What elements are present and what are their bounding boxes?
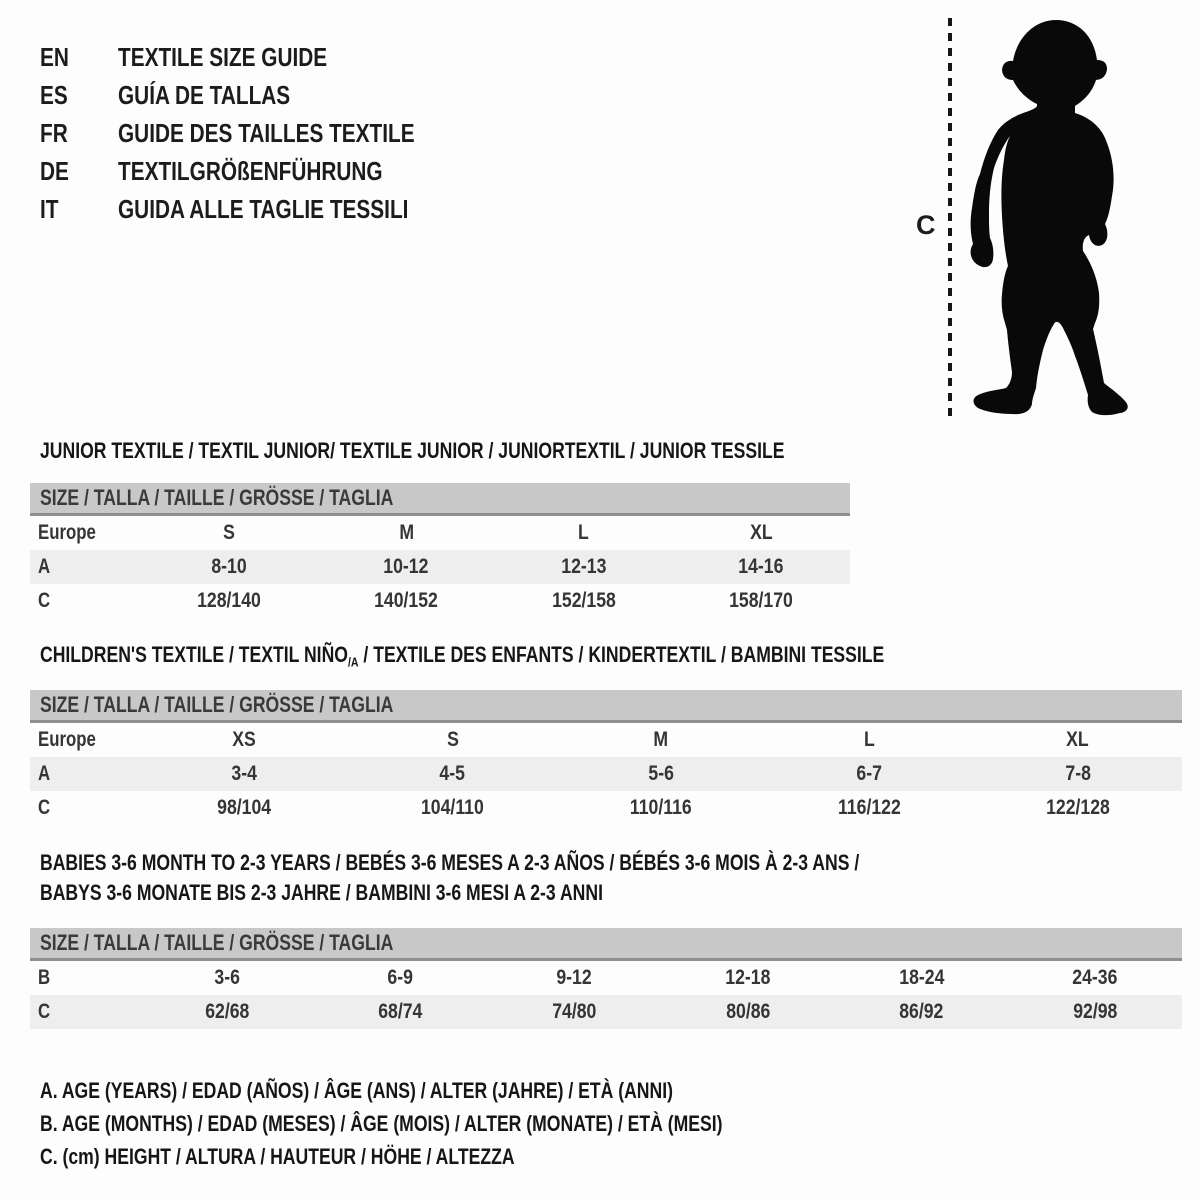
legend-text-a: A. AGE (YEARS) / EDAD (AÑOS) / ÂGE (ANS) / ALTER (JAHRE) / ETÀ (ANNI): [40, 1077, 673, 1103]
size-cell: [314, 966, 488, 990]
size-cell-value: 4-5: [439, 762, 466, 785]
size-cell-value: 116/122: [838, 796, 901, 819]
size-cell: [140, 555, 318, 579]
size-cell-value: 128/140: [196, 589, 261, 612]
size-cell: [140, 521, 318, 545]
size-cell-value: 68/74: [378, 1000, 423, 1023]
size-cell: [348, 796, 556, 820]
size-cell: [318, 555, 496, 579]
size-cell: [348, 762, 556, 786]
size-cell: [140, 728, 348, 752]
size-cell-value: 8-10: [211, 555, 247, 578]
row-label: Europe: [38, 521, 96, 544]
size-cell: [765, 728, 973, 752]
legend-text-c: C. (cm) HEIGHT / ALTURA / HAUTEUR / HÖHE / ALTEZZA: [40, 1143, 515, 1169]
section-title: [40, 848, 859, 908]
size-cell: [1008, 1000, 1182, 1024]
language-code: DE: [40, 155, 69, 186]
size-table-body: [30, 723, 1182, 825]
language-code: IT: [40, 193, 59, 224]
size-header-text: SIZE / TALLA / TAILLE / GRÖSSE / TAGLIA: [40, 930, 394, 955]
size-cell: [318, 589, 496, 613]
size-table-row: [30, 584, 850, 618]
size-cell-value: 14-16: [738, 555, 784, 578]
measurement-legend: [40, 1074, 893, 1173]
row-label: C: [38, 1000, 51, 1023]
row-label: C: [38, 796, 51, 819]
size-cell-value: 24-36: [1072, 966, 1118, 989]
size-cell: [140, 762, 348, 786]
language-row: [40, 76, 489, 114]
size-cell-value: 92/98: [1073, 1000, 1118, 1023]
size-cell-value: M: [398, 521, 414, 544]
size-header-band: [30, 483, 850, 516]
size-cell-value: XS: [232, 728, 256, 751]
size-cell-value: 10-12: [383, 555, 429, 578]
row-label: A: [38, 555, 51, 578]
language-code: ES: [40, 79, 68, 110]
size-table-row: [30, 723, 1182, 757]
size-cell-value: XL: [1066, 728, 1090, 751]
size-cell: [487, 966, 661, 990]
language-code: FR: [40, 117, 68, 148]
size-cell-value: M: [653, 728, 669, 751]
size-cell-value: 86/92: [899, 1000, 944, 1023]
size-cell-value: 152/158: [551, 589, 616, 612]
size-cell-value: 18-24: [898, 966, 945, 989]
section-title-text: JUNIOR TEXTILE / TEXTIL JUNIOR/ TEXTILE JUNIOR / JUNIORTEXTIL / JUNIOR TESSILE: [40, 438, 785, 463]
size-cell-value: S: [446, 728, 459, 751]
size-cell-value: 62/68: [204, 1000, 249, 1023]
size-cell: [974, 728, 1182, 752]
size-cell: [140, 1000, 314, 1024]
row-label: Europe: [38, 728, 96, 751]
size-header-text: SIZE / TALLA / TAILLE / GRÖSSE / TAGLIA: [40, 485, 394, 510]
size-table-row: [30, 961, 1182, 995]
language-label: GUÍA DE TALLAS: [118, 79, 291, 110]
toddler-silhouette: [968, 16, 1134, 420]
legend-text-b: B. AGE (MONTHS) / EDAD (MESES) / ÂGE (MOIS) / ALTER (MONATE) / ETÀ (MESI): [40, 1110, 723, 1136]
size-cell: [140, 796, 348, 820]
size-cell: [557, 728, 765, 752]
language-row: [40, 38, 489, 76]
size-table-row: [30, 791, 1182, 825]
section-title-subscript: /A: [347, 654, 359, 670]
size-table-row: [30, 995, 1182, 1029]
height-measure-dashed-line: [948, 18, 952, 416]
language-row: [40, 152, 489, 190]
size-cell-value: 98/104: [217, 796, 272, 819]
language-list: [40, 38, 489, 228]
height-measure-label: C: [916, 210, 936, 240]
size-cell-value: 3-4: [231, 762, 257, 785]
babies-size-table: [30, 928, 1182, 1029]
size-table-row: [30, 550, 850, 584]
language-label: TEXTILGRÖßENFÜHRUNG: [118, 155, 383, 186]
size-cell-value: 110/116: [630, 796, 692, 819]
junior-size-table: [30, 483, 850, 618]
size-cell: [314, 1000, 488, 1024]
section-title-text: BABYS 3-6 MONATE BIS 2-3 JAHRE / BAMBINI 3-6 MESI A 2-3 ANNI: [40, 880, 603, 905]
size-table-body: [30, 516, 850, 618]
language-label: TEXTILE SIZE GUIDE: [118, 41, 328, 72]
section-title-text: / TEXTILE DES ENFANTS / KINDERTEXTIL / BAMBINI TESSILE: [358, 642, 885, 667]
children-size-table: [30, 690, 1182, 825]
size-cell: [140, 589, 318, 613]
size-cell: [495, 555, 673, 579]
size-cell-value: 104/110: [421, 796, 485, 819]
size-cell: [835, 1000, 1009, 1024]
size-cell-value: 5-6: [648, 762, 674, 785]
language-row: [40, 114, 489, 152]
size-cell-value: S: [222, 521, 235, 544]
size-cell-value: 9-12: [556, 966, 592, 989]
size-cell-value: XL: [749, 521, 773, 544]
size-cell: [673, 521, 851, 545]
size-cell: [974, 796, 1182, 820]
row-label: A: [38, 762, 51, 785]
row-label: B: [38, 966, 51, 989]
size-cell: [318, 521, 496, 545]
size-cell-value: 122/128: [1045, 796, 1110, 819]
language-label: GUIDA ALLE TAGLIE TESSILI: [118, 193, 409, 224]
size-table-row: [30, 516, 850, 550]
legend-line-a: [40, 1074, 893, 1107]
size-table-row: [30, 757, 1182, 791]
size-cell-value: 80/86: [725, 1000, 770, 1023]
size-cell-value: 74/80: [552, 1000, 597, 1023]
size-cell-value: 7-8: [1065, 762, 1091, 785]
size-header-text: SIZE / TALLA / TAILLE / GRÖSSE / TAGLIA: [40, 692, 394, 717]
language-label: GUIDE DES TAILLES TEXTILE: [118, 117, 415, 148]
size-cell-value: 3-6: [214, 966, 240, 989]
size-cell: [673, 555, 851, 579]
size-cell: [487, 1000, 661, 1024]
size-cell-value: L: [864, 728, 875, 751]
size-cell-value: 140/152: [374, 589, 439, 612]
size-cell: [495, 589, 673, 613]
legend-line-c: [40, 1140, 893, 1173]
size-cell: [974, 762, 1182, 786]
row-label: C: [38, 589, 51, 612]
size-cell: [557, 796, 765, 820]
size-cell: [673, 589, 851, 613]
size-cell: [661, 966, 835, 990]
language-code: EN: [40, 41, 69, 72]
size-cell: [495, 521, 673, 545]
size-cell-value: 12-18: [725, 966, 771, 989]
section-title-text: CHILDREN'S TEXTILE / TEXTIL NIÑO: [40, 642, 348, 667]
size-cell: [140, 966, 314, 990]
size-table-body: [30, 961, 1182, 1029]
size-header-band: [30, 690, 1182, 723]
size-cell-value: 158/170: [729, 589, 794, 612]
size-cell: [348, 728, 556, 752]
section-title: [40, 640, 884, 678]
size-header-band: [30, 928, 1182, 961]
size-cell: [765, 762, 973, 786]
legend-line-b: [40, 1107, 893, 1140]
section-title-text: BABIES 3-6 MONTH TO 2-3 YEARS / BEBÉS 3-6 MESES A 2-3 AÑOS / BÉBÉS 3-6 MOIS À 2-3 ANS /: [40, 850, 860, 875]
size-cell: [1008, 966, 1182, 990]
size-cell-value: 6-7: [856, 762, 883, 785]
size-cell-value: L: [578, 521, 590, 544]
language-row: [40, 190, 489, 228]
size-cell: [557, 762, 765, 786]
size-cell-value: 6-9: [387, 966, 414, 989]
size-cell: [835, 966, 1009, 990]
size-cell: [661, 1000, 835, 1024]
size-cell-value: 12-13: [561, 555, 607, 578]
section-title: [40, 436, 785, 466]
size-cell: [765, 796, 973, 820]
